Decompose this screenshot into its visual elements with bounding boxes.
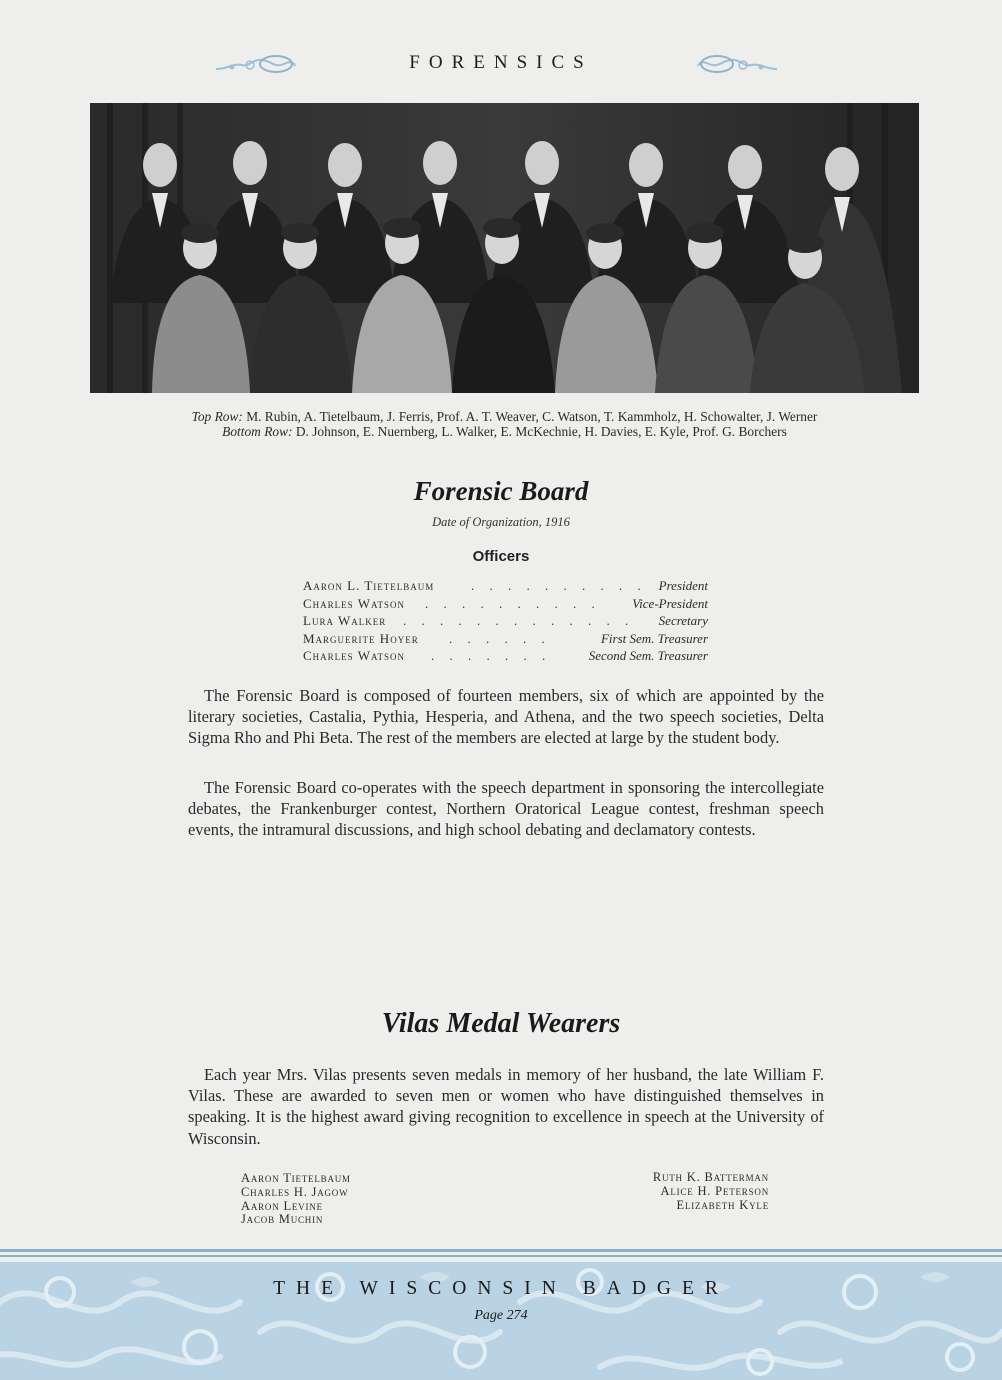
officer-row [303, 612, 708, 630]
leader-dots: . . . . . . . . . . [471, 578, 647, 593]
caption-bottom-label: Bottom Row: [222, 424, 293, 439]
vilas-title: Vilas Medal Wearers [381, 1008, 621, 1039]
officer-list [303, 577, 708, 665]
officer-name: Charles Watson [303, 648, 405, 664]
officer-name: Aaron L. Tietelbaum [303, 578, 435, 593]
officer-name: Lura Walker [303, 613, 387, 629]
caption-top-row [90, 409, 919, 424]
medal-wearer-name: Charles H. Jagow [241, 1184, 349, 1199]
officer-role: Vice-President [632, 595, 708, 611]
medal-wearer-name: Elizabeth Kyle [676, 1197, 769, 1212]
photo-caption [90, 409, 919, 439]
medal-wearer-name: Alice H. Peterson [660, 1183, 769, 1198]
leader-dots: . . . . . . . [431, 648, 552, 664]
officer-role: President [658, 578, 708, 593]
scroll-ornament-right [697, 54, 779, 74]
caption-bottom-row [90, 424, 919, 439]
officer-row [303, 595, 708, 613]
officer-row [303, 577, 708, 595]
page-number: Page 274 [474, 1308, 528, 1323]
caption-bottom-names: D. Johnson, E. Nuernberg, L. Walker, E. McKechnie, H. Davies, E. Kyle, Prof. G. Borchers [295, 424, 787, 439]
medal-wearer-name: Aaron Levine [241, 1198, 323, 1213]
officer-role: First Sem. Treasurer [600, 630, 708, 646]
forensic-board-subtitle: Date of Organization, 1916 [432, 515, 570, 529]
officer-name: Marguerite Hoyer [303, 630, 419, 646]
medal-wearer-name: Jacob Muchin [241, 1212, 324, 1227]
caption-top-label: Top Row: [191, 409, 243, 424]
yearbook-title: THE WISCONSIN BADGER [273, 1278, 729, 1299]
officer-role: Secretary [658, 613, 708, 629]
medal-wearers-left [241, 1172, 351, 1227]
leader-dots: . . . . . . . . . . [425, 595, 601, 611]
officer-row [303, 630, 708, 648]
forensic-board-paragraph-2: The Forensic Board co-operates with the speech department in sponsoring the intercollegiate debates, the Frankenburger contest, Northern Oratorical League contest, freshman speech events, the intramural discussions, and high school debating and declamatory contests. [188, 778, 824, 840]
page-header [0, 52, 1002, 82]
footer-rule [0, 1249, 1002, 1252]
group-photo [90, 103, 919, 393]
section-header-title: FORENSICS [409, 52, 593, 73]
forensic-board-title: Forensic Board [413, 476, 589, 506]
leader-dots: . . . . . . . . . . . . . [403, 613, 635, 629]
forensic-board-paragraph-1: The Forensic Board is composed of fourteen members, six of which are appointed by the literary societies, Castalia, Pythia, Hesperia, and Athena, and the two speech societies, Delta Sigma Rho and Phi Beta. The rest of the members are elected at large by the student body. [188, 686, 824, 748]
officer-name: Charles Watson [303, 595, 405, 611]
officers-heading: Officers [472, 548, 530, 565]
vilas-paragraph: Each year Mrs. Vilas presents seven medals in memory of her husband, the late William F. Vilas. These are awarded to seven men or women who have distinguished themselves in speaking. It is the highest award giving recognition to excellence in speech at the University of Wisconsin. [188, 1065, 824, 1148]
caption-top-names: M. Rubin, A. Tietelbaum, J. Ferris, Prof. A. T. Weaver, C. Watson, T. Kammholz, H. Schowalter, J. Werner [246, 409, 818, 424]
footer-rule [0, 1255, 1002, 1257]
medal-wearers-right [560, 1171, 769, 1212]
officer-row [303, 647, 708, 665]
leader-dots: . . . . . . [449, 630, 551, 646]
medal-wearer-name: Aaron Tietelbaum [241, 1171, 351, 1185]
medal-wearer-name: Ruth K. Batterman [652, 1170, 769, 1184]
officer-role: Second Sem. Treasurer [588, 648, 708, 664]
